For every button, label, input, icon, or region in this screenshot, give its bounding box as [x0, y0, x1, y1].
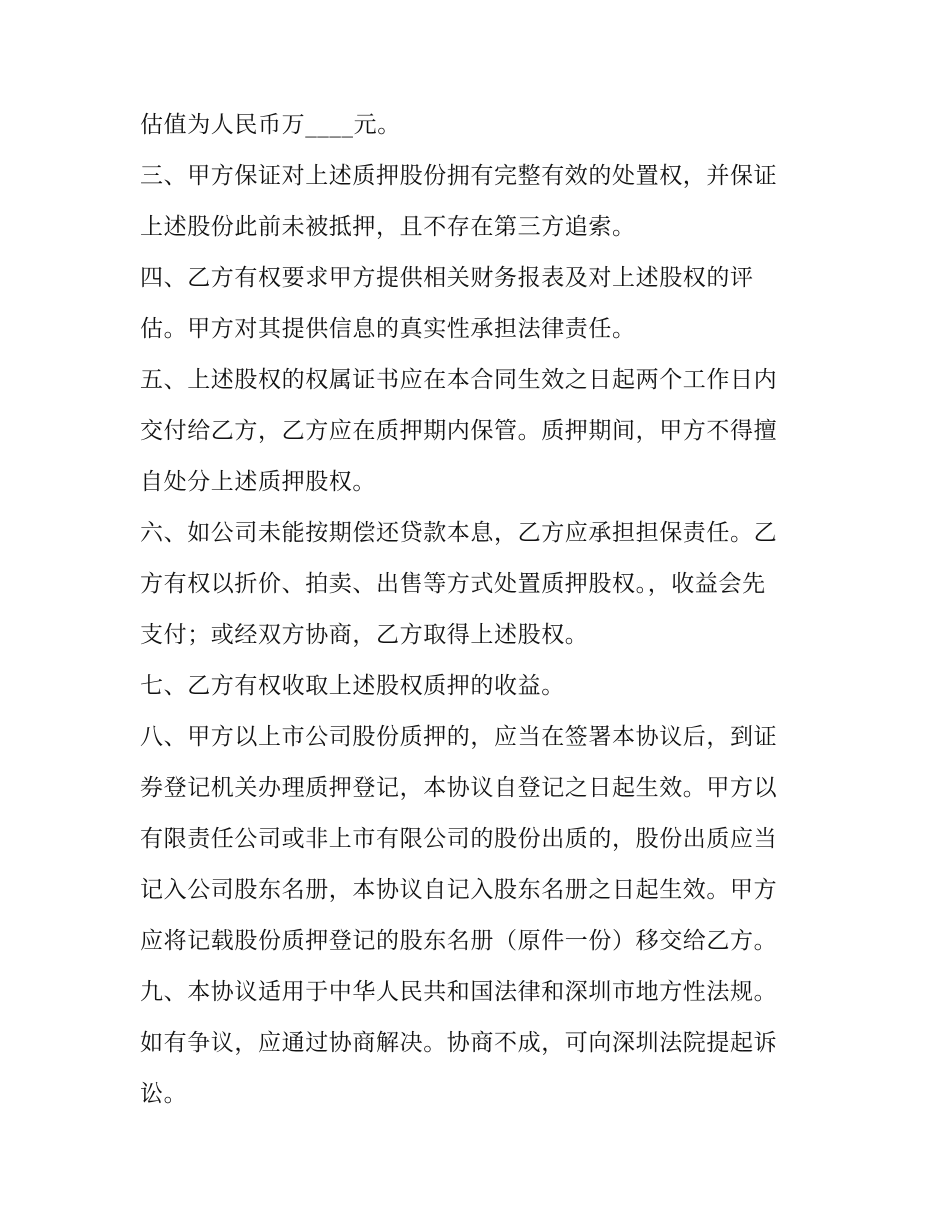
text-line: 讼。	[140, 1081, 188, 1107]
text-line: 估。甲方对其提供信息的真实性承担法律责任。	[140, 316, 636, 342]
text-line: 券登记机关办理质押登记，本协议自登记之日起生效。甲方以	[140, 775, 778, 801]
text-line: 方有权以折价、拍卖、出售等方式处置质押股权。，收益会先	[140, 571, 766, 597]
text-line: 自处分上述质押股权。	[140, 469, 376, 495]
text-line: 九、本协议适用于中华人民共和国法律和深圳市地方性法规。	[140, 979, 778, 1005]
document-body	[140, 100, 820, 1120]
text-line: 八、甲方以上市公司股份质押的，应当在签署本协议后，到证	[140, 724, 778, 750]
text-line: 上述股份此前未被抵押，且不存在第三方追索。	[140, 214, 636, 240]
text-line: 记入公司股东名册，本协议自记入股东名册之日起生效。甲方	[140, 877, 778, 903]
text-line: 有限责任公司或非上市有限公司的股份出质的，股份出质应当	[140, 826, 778, 852]
text-line: 估值为人民币万____元。	[140, 112, 401, 138]
text-line: 三、甲方保证对上述质押股份拥有完整有效的处置权，并保证	[140, 163, 778, 189]
text-line: 四、乙方有权要求甲方提供相关财务报表及对上述股权的评	[140, 265, 754, 291]
text-line: 支付；或经双方协商，乙方取得上述股权。	[140, 622, 589, 648]
text-line: 七、乙方有权收取上述股权质押的收益。	[140, 673, 565, 699]
text-line: 如有争议，应通过协商解决。协商不成，可向深圳法院提起诉	[140, 1030, 778, 1056]
text-line: 六、如公司未能按期偿还贷款本息，乙方应承担担保责任。乙	[140, 520, 778, 546]
text-line: 五、上述股权的权属证书应在本合同生效之日起两个工作日内	[140, 367, 778, 393]
text-line: 交付给乙方，乙方应在质押期内保管。质押期间，甲方不得擅	[140, 418, 778, 444]
text-line: 应将记载股份质押登记的股东名册（原件一份）移交给乙方。	[140, 928, 778, 954]
